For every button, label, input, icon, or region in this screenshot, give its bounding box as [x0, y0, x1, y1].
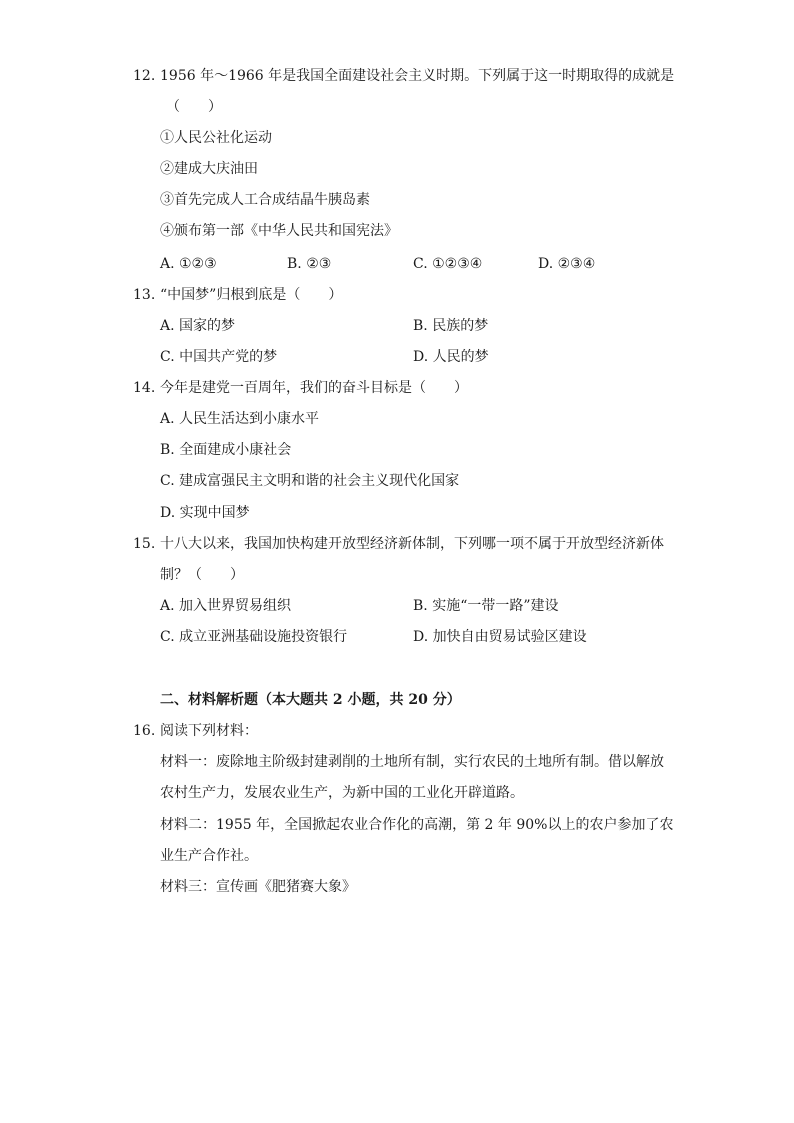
question-12-number: 12.: [133, 68, 156, 84]
question-12-item-3: ③首先完成人工合成结晶牛胰岛素: [160, 192, 370, 208]
question-13-option-a[interactable]: A. 国家的梦: [160, 318, 236, 334]
question-16-number: 16.: [133, 723, 156, 739]
question-12-item-4: ④颁布第一部《中华人民共和国宪法》: [160, 223, 398, 239]
question-13-option-c[interactable]: C. 中国共产党的梦: [160, 349, 278, 365]
question-12-stem-cont: （ ）: [166, 99, 222, 115]
material-3-line: 材料三：宣传画《肥猪赛大象》: [160, 879, 356, 895]
question-15-option-d[interactable]: D. 加快自由贸易试验区建设: [413, 629, 587, 645]
question-14-option-a[interactable]: A. 人民生活达到小康水平: [160, 411, 320, 427]
question-13-number: 13.: [133, 287, 156, 303]
material-2-line-2: 业生产合作社。: [160, 848, 258, 864]
question-14-stem: 今年是建党一百周年，我们的奋斗目标是（ ）: [160, 380, 468, 396]
material-2-line-1: 材料二：1955 年，全国掀起农业合作化的高潮，第 2 年 90%以上的农户参加了农: [160, 817, 674, 833]
question-14-number: 14.: [133, 380, 156, 396]
question-13-option-b[interactable]: B. 民族的梦: [413, 318, 489, 334]
question-14-option-b[interactable]: B. 全面建成小康社会: [160, 442, 292, 458]
question-12-stem: 1956 年～1966 年是我国全面建设社会主义时期。下列属于这一时期取得的成就是: [160, 68, 675, 84]
section-2-heading: 二、材料解析题（本大题共 2 小题，共 20 分）: [160, 692, 461, 708]
question-12-item-1: ①人民公社化运动: [160, 130, 272, 146]
question-12-option-d[interactable]: D. ②③④: [538, 256, 596, 272]
material-1-line-1: 材料一：废除地主阶级封建剥削的土地所有制，实行农民的土地所有制。借以解放: [160, 754, 664, 770]
material-1-line-2: 农村生产力，发展农业生产，为新中国的工业化开辟道路。: [160, 785, 524, 801]
question-13-option-d[interactable]: D. 人民的梦: [413, 349, 489, 365]
question-15-number: 15.: [133, 536, 156, 552]
question-12-option-b[interactable]: B. ②③: [287, 256, 332, 272]
question-15-stem-cont: 制？（ ）: [160, 567, 244, 583]
question-14-option-c[interactable]: C. 建成富强民主文明和谐的社会主义现代化国家: [160, 473, 460, 489]
question-15-option-c[interactable]: C. 成立亚洲基础设施投资银行: [160, 629, 348, 645]
question-16-intro: 阅读下列材料：: [160, 723, 258, 739]
question-14-option-d[interactable]: D. 实现中国梦: [160, 505, 250, 521]
question-12-option-a[interactable]: A. ①②③: [160, 256, 217, 272]
question-12-item-2: ②建成大庆油田: [160, 161, 258, 177]
question-15-option-a[interactable]: A. 加入世界贸易组织: [160, 598, 292, 614]
question-15-stem: 十八大以来，我国加快构建开放型经济新体制，下列哪一项不属于开放型经济新体: [160, 536, 664, 552]
question-12-option-c[interactable]: C. ①②③④: [413, 256, 483, 272]
question-13-stem: “中国梦”归根到底是（ ）: [160, 287, 343, 303]
question-15-option-b[interactable]: B. 实施“一带一路”建设: [413, 598, 559, 614]
